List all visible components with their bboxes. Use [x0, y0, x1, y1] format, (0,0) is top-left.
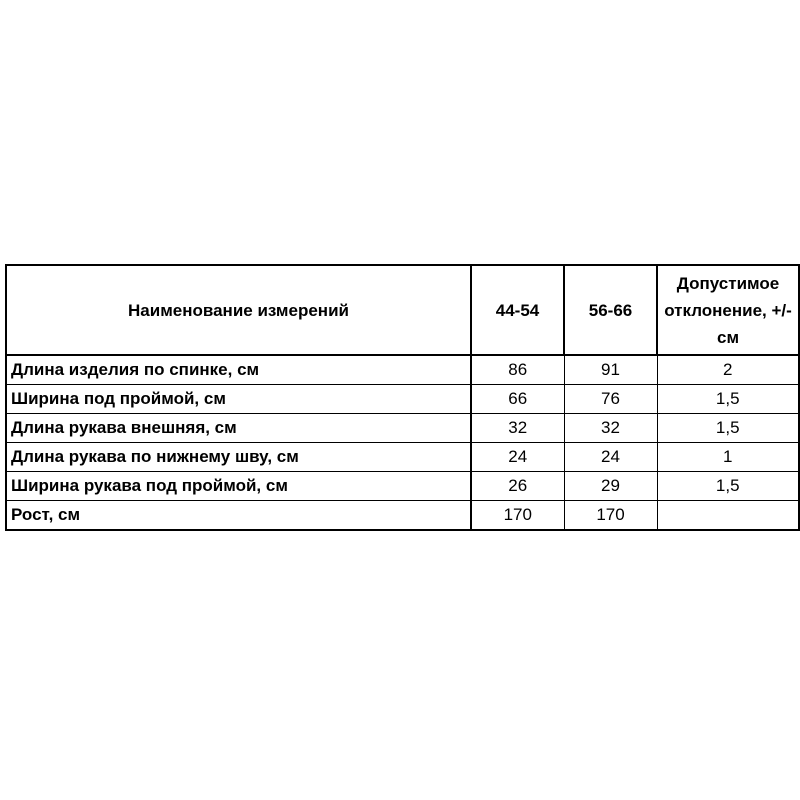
table-row	[6, 472, 799, 501]
header-size-56-66: 56-66	[564, 265, 657, 355]
row-tolerance-value	[657, 501, 799, 531]
header-tolerance: Допустимое отклонение, +/- см	[657, 265, 799, 355]
row-size-a-value: 26	[471, 472, 564, 501]
row-size-a-value: 32	[471, 414, 564, 443]
table-row	[6, 443, 799, 472]
row-tolerance-value: 2	[657, 355, 799, 385]
row-size-b-value: 24	[564, 443, 657, 472]
row-size-a-value: 66	[471, 385, 564, 414]
row-measurement-name: Длина рукава внешняя, см	[6, 414, 471, 443]
table-row	[6, 501, 799, 531]
row-size-b-value: 29	[564, 472, 657, 501]
size-chart-table	[5, 264, 800, 531]
header-measurement-name: Наименование измерений	[6, 265, 471, 355]
row-tolerance-value: 1,5	[657, 414, 799, 443]
row-measurement-name: Длина рукава по нижнему шву, см	[6, 443, 471, 472]
row-size-b-value: 170	[564, 501, 657, 531]
row-tolerance-value: 1,5	[657, 472, 799, 501]
row-tolerance-value: 1,5	[657, 385, 799, 414]
row-measurement-name: Рост, см	[6, 501, 471, 531]
table-header-row	[6, 265, 799, 355]
row-size-b-value: 32	[564, 414, 657, 443]
table-row	[6, 355, 799, 385]
row-measurement-name: Ширина под проймой, см	[6, 385, 471, 414]
row-measurement-name: Ширина рукава под проймой, см	[6, 472, 471, 501]
table-row	[6, 385, 799, 414]
row-size-b-value: 76	[564, 385, 657, 414]
row-size-b-value: 91	[564, 355, 657, 385]
row-tolerance-value: 1	[657, 443, 799, 472]
row-size-a-value: 170	[471, 501, 564, 531]
row-size-a-value: 86	[471, 355, 564, 385]
header-size-44-54: 44-54	[471, 265, 564, 355]
row-size-a-value: 24	[471, 443, 564, 472]
table-row	[6, 414, 799, 443]
row-measurement-name: Длина изделия по спинке, см	[6, 355, 471, 385]
